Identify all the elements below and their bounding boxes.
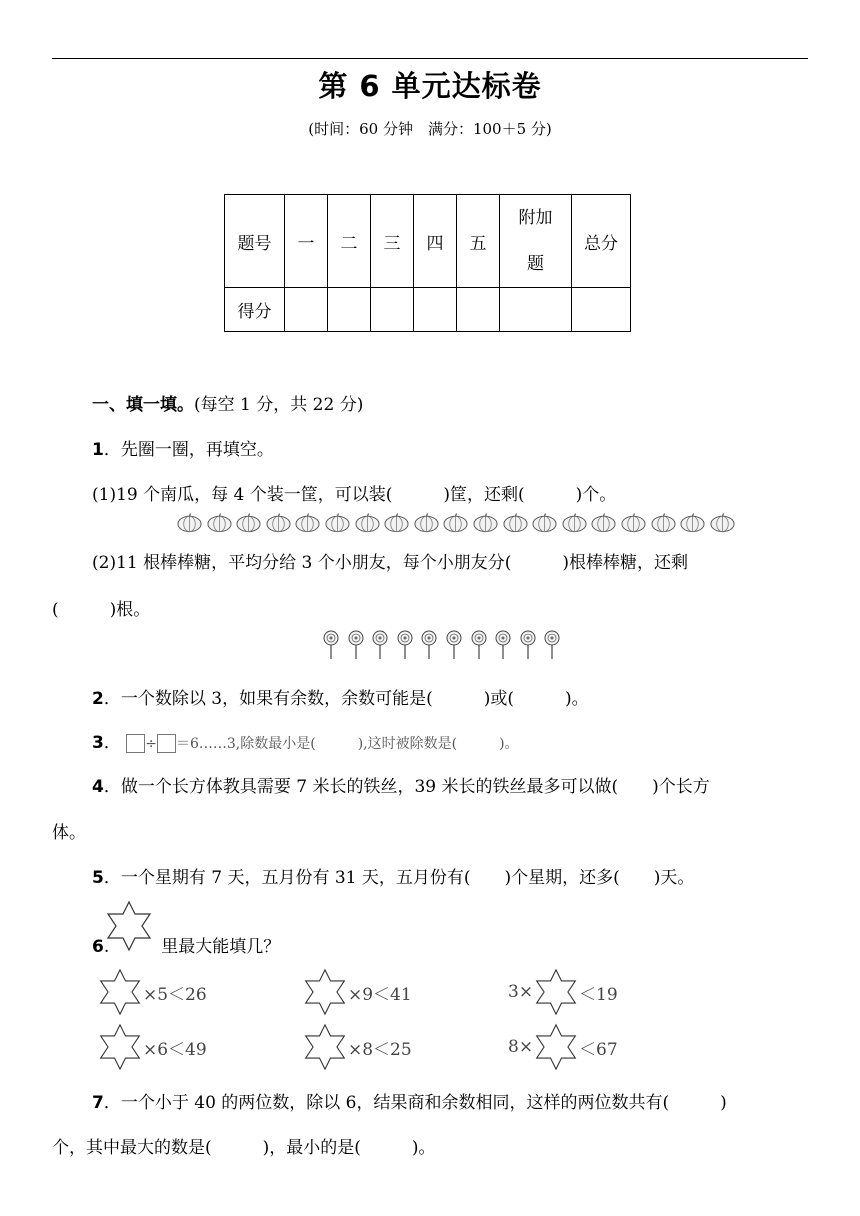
pumpkin-icon <box>591 513 616 533</box>
score-cell[interactable] <box>285 288 328 332</box>
pumpkin-icon <box>325 513 350 533</box>
pumpkin-icon <box>562 513 587 533</box>
score-cell[interactable] <box>457 288 500 332</box>
inequality-suffix: ×5＜26 <box>143 984 207 1005</box>
pumpkin-icon <box>473 513 498 533</box>
question-number: 1 <box>92 440 104 460</box>
question-number: 3 <box>92 733 104 753</box>
inequality-item <box>302 1023 412 1071</box>
inequality-item <box>508 968 618 1016</box>
pumpkin-icon <box>710 513 735 533</box>
question-number: 5 <box>92 868 104 888</box>
pumpkin-icon <box>532 513 557 533</box>
lollipop-icon <box>371 630 389 660</box>
score-cell[interactable] <box>328 288 371 332</box>
lollipop-icon <box>420 630 438 660</box>
question-dot: ． <box>103 733 121 753</box>
star-icon[interactable] <box>97 968 143 1016</box>
pumpkin-icon <box>651 513 676 533</box>
header-rule <box>52 58 808 59</box>
question-dot: . <box>103 937 110 957</box>
score-header-cell: 附加题 <box>500 195 572 288</box>
blank-box[interactable] <box>157 734 176 753</box>
pumpkin-icon <box>443 513 468 533</box>
inequality-suffix: ＜67 <box>579 1039 618 1060</box>
section-title: 一、填一填。 <box>92 395 194 415</box>
pumpkin-icon <box>384 513 409 533</box>
pumpkin-icon <box>177 513 202 533</box>
question-text: ．一个小于 40 的两位数，除以 6，结果商和余数相同，这样的两位数共有( ) <box>103 1093 727 1113</box>
question-text: ．做一个长方体教具需要 7 米长的铁丝，39 米长的铁丝最多可以做( )个长方 <box>103 777 710 797</box>
inequality-prefix: 3× <box>508 982 534 1002</box>
score-label-cell: 得分 <box>225 288 285 332</box>
pumpkin-icon <box>680 513 705 533</box>
lollipop-icon <box>445 630 463 660</box>
pumpkin-icon <box>503 513 528 533</box>
lollipop-icon <box>494 630 512 660</box>
score-header-cell: 总分 <box>572 195 631 288</box>
question-text: ＝6……3,除数最小是( ),这时被除数是( )。 <box>175 736 519 752</box>
score-table <box>224 194 631 332</box>
pumpkin-row <box>177 513 739 533</box>
question-5 <box>92 863 694 888</box>
lollipop-row <box>322 630 568 660</box>
question-number: 4 <box>92 777 104 797</box>
question-1 <box>92 435 274 460</box>
star-icon[interactable] <box>533 1023 579 1071</box>
question-number: 7 <box>92 1093 104 1113</box>
inequality-item <box>97 1023 207 1071</box>
question-6 <box>92 932 280 957</box>
score-header-cell: 四 <box>414 195 457 288</box>
inequality-suffix: ×6＜49 <box>143 1039 207 1060</box>
score-cell[interactable] <box>371 288 414 332</box>
pumpkin-icon <box>621 513 646 533</box>
question-text: ．先圈一圈，再填空。 <box>103 440 274 460</box>
question-1-part-2: (2)11 根棒棒糖，平均分给 3 个小朋友，每个小朋友分( )根棒棒糖，还剩 <box>92 553 689 573</box>
inequality-item <box>302 968 412 1016</box>
score-header-cell: 一 <box>285 195 328 288</box>
score-cell[interactable] <box>572 288 631 332</box>
question-1-part-1: (1)19 个南瓜，每 4 个装一筐，可以装( )筐，还剩( )个。 <box>92 485 617 505</box>
pumpkin-icon <box>266 513 291 533</box>
star-icon[interactable] <box>533 968 579 1016</box>
score-header-cell: 五 <box>457 195 500 288</box>
page-subtitle: (时间：60 分钟 满分：100＋5 分) <box>308 120 552 138</box>
inequality-item <box>508 1023 618 1071</box>
page-title: 第 6 单元达标卷 <box>318 69 542 103</box>
inequality-item <box>97 968 207 1016</box>
score-header-cell: 二 <box>328 195 371 288</box>
pumpkin-icon <box>355 513 380 533</box>
inequality-suffix: ＜19 <box>579 984 618 1005</box>
section-note: (每空 1 分，共 22 分) <box>194 395 364 415</box>
question-7 <box>92 1088 727 1113</box>
star-icon[interactable] <box>302 968 348 1016</box>
question-text: ．一个星期有 7 天，五月份有 31 天，五月份有( )个星期，还多( )天。 <box>103 868 695 888</box>
score-header-cell: 三 <box>371 195 414 288</box>
question-4 <box>92 772 710 797</box>
score-cell[interactable] <box>500 288 572 332</box>
star-icon[interactable] <box>302 1023 348 1071</box>
lollipop-icon <box>347 630 365 660</box>
pumpkin-icon <box>236 513 261 533</box>
score-cell[interactable] <box>414 288 457 332</box>
question-text: 里最大能填几？ <box>161 937 281 957</box>
lollipop-icon <box>519 630 537 660</box>
inequality-suffix: ×9＜41 <box>348 984 412 1005</box>
lollipop-icon <box>322 630 340 660</box>
lollipop-icon <box>396 630 414 660</box>
question-1-part-2-cont: ( )根。 <box>52 600 151 620</box>
section-heading <box>92 390 363 415</box>
divide-sign: ÷ <box>145 736 157 752</box>
question-4-cont: 体。 <box>52 823 86 843</box>
question-7-cont: 个，其中最大的数是( )，最小的是( )。 <box>52 1138 436 1158</box>
question-text: ．一个数除以 3，如果有余数，余数可能是( )或( )。 <box>103 689 589 709</box>
star-icon[interactable] <box>97 1023 143 1071</box>
blank-box[interactable] <box>126 734 145 753</box>
question-number: 2 <box>92 689 104 709</box>
question-3 <box>92 728 519 753</box>
pumpkin-icon <box>207 513 232 533</box>
lollipop-icon <box>543 630 561 660</box>
score-header-cell: 题号 <box>225 195 285 288</box>
pumpkin-icon <box>295 513 320 533</box>
question-number: 6 <box>92 937 104 957</box>
pumpkin-icon <box>414 513 439 533</box>
inequality-prefix: 8× <box>508 1037 534 1057</box>
inequality-suffix: ×8＜25 <box>348 1039 412 1060</box>
question-2 <box>92 684 589 709</box>
lollipop-icon <box>470 630 488 660</box>
